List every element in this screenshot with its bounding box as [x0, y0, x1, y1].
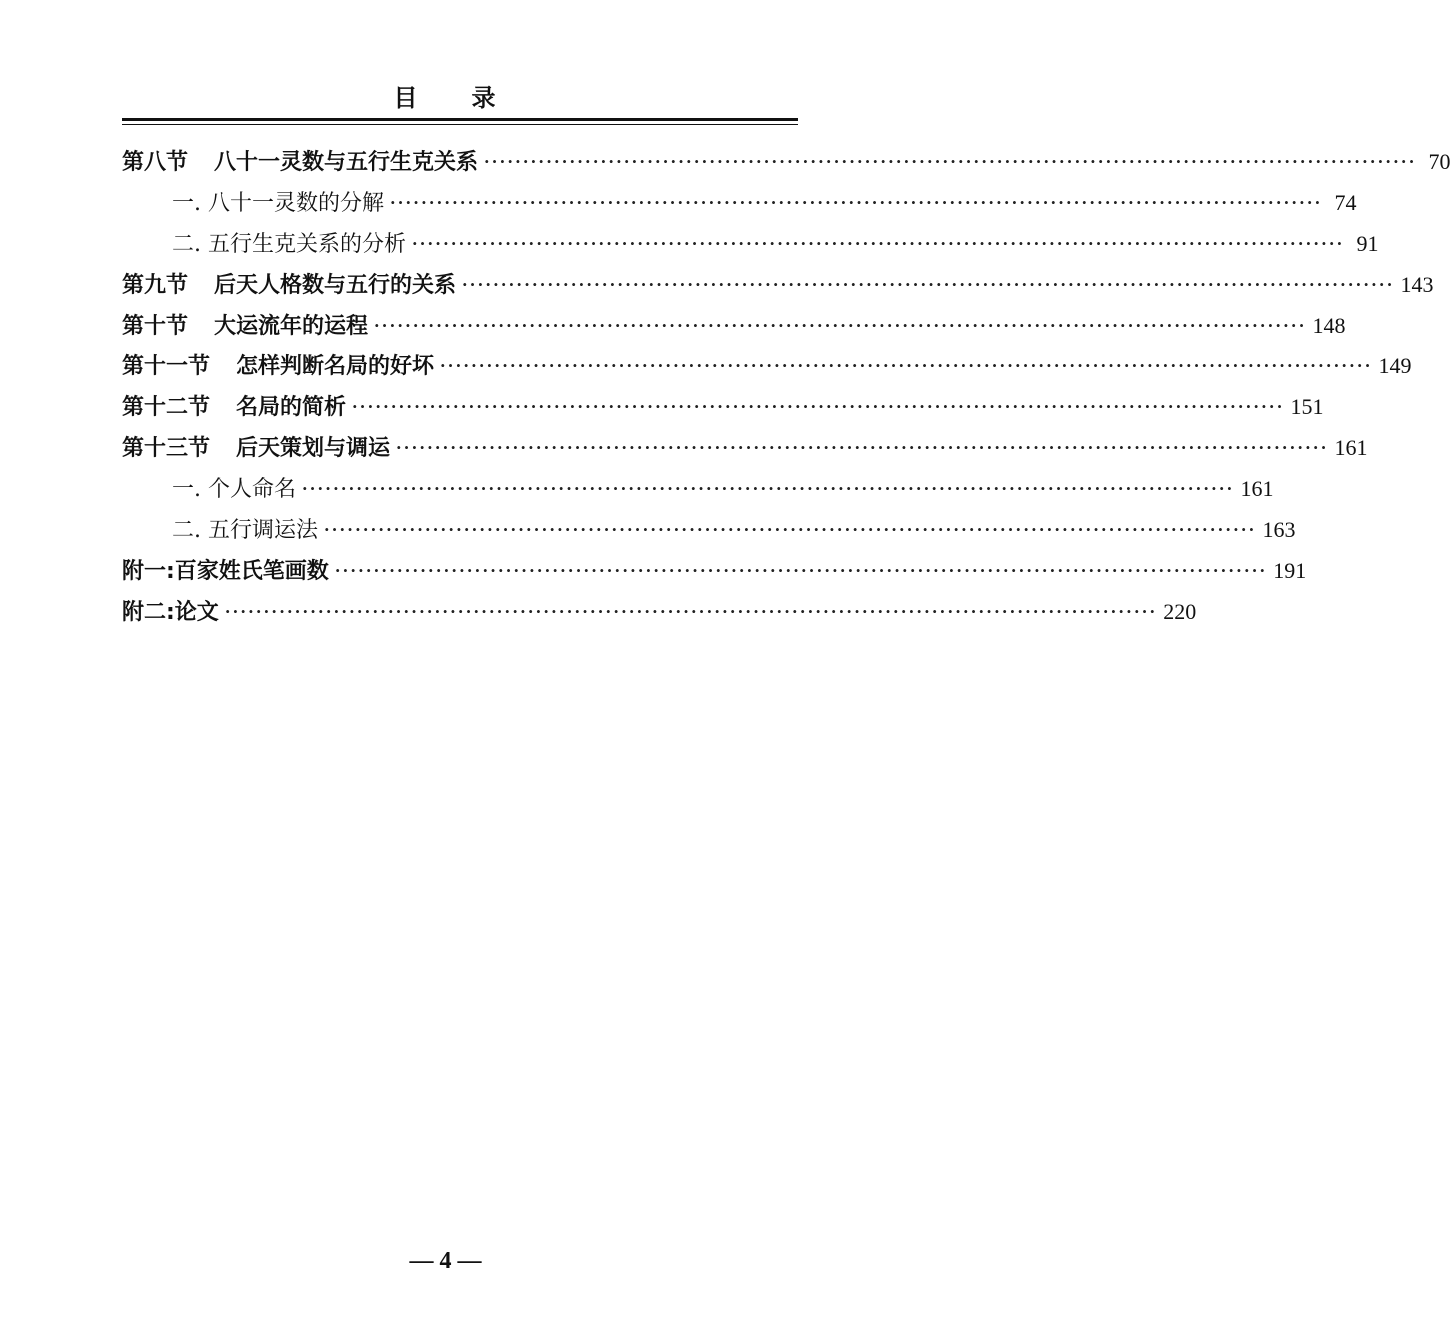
- toc-entry-title: 二. 五行生克关系的分析: [172, 231, 406, 257]
- toc-entry-label: [122, 347, 434, 388]
- toc-dot-leader: ························································································································: [390, 192, 1323, 212]
- toc-entry[interactable]: [122, 224, 1379, 265]
- page-header-title: [0, 78, 891, 113]
- toc-dot-leader: ························································································································: [324, 520, 1257, 540]
- toc-entry-page-number: 70: [1428, 149, 1450, 174]
- toc-entry-title: 二. 五行调运法: [172, 518, 318, 544]
- header-rule-thick: [122, 118, 798, 121]
- toc-entry-page-number: 151: [1290, 394, 1324, 420]
- toc-entry[interactable]: [122, 510, 1296, 551]
- toc-entry[interactable]: [122, 142, 1450, 183]
- toc-entry-section: 第十三节: [122, 436, 211, 462]
- toc-entry[interactable]: [122, 306, 1346, 347]
- toc-entry-page-number: 161: [1334, 435, 1368, 461]
- toc-entry-label: [122, 593, 219, 634]
- table-of-contents: [122, 142, 1450, 633]
- toc-entry-title: 附二:论文: [122, 599, 219, 625]
- toc-entry-section: 第八节: [122, 150, 189, 175]
- toc-dot-leader: ························································································································: [484, 152, 1417, 171]
- toc-entry-label: [172, 184, 384, 225]
- toc-dot-leader: ························································································································: [374, 315, 1307, 335]
- toc-dot-leader: ························································································································: [440, 356, 1373, 376]
- toc-entry-label: [172, 470, 296, 511]
- toc-dot-leader: ························································································································: [334, 560, 1268, 580]
- toc-entry-section: 第十一节: [122, 354, 211, 380]
- toc-entry[interactable]: [122, 346, 1412, 387]
- toc-entry-section: 第十二节: [122, 395, 211, 421]
- toc-dot-leader: ························································································································: [412, 233, 1345, 253]
- page-number: — 4 —: [409, 1248, 482, 1274]
- toc-entry-label: [172, 225, 406, 266]
- toc-entry-label: [122, 307, 368, 348]
- toc-dot-leader: ························································································································: [352, 397, 1285, 417]
- toc-entry-section: 第十节: [122, 313, 189, 339]
- toc-dot-leader: ························································································································: [302, 479, 1235, 499]
- toc-entry[interactable]: [122, 265, 1434, 306]
- toc-entry-title: 名局的简析: [236, 395, 347, 421]
- toc-entry[interactable]: [122, 551, 1307, 592]
- toc-entry[interactable]: [122, 428, 1368, 469]
- toc-entry-label: [122, 388, 346, 429]
- toc-entry[interactable]: [122, 592, 1197, 633]
- toc-entry-label: [122, 429, 390, 470]
- toc-entry-title: 一. 个人命名: [172, 477, 296, 503]
- toc-entry-page-number: 74: [1334, 189, 1357, 215]
- toc-entry-page-number: 191: [1273, 557, 1307, 583]
- toc-entry-page-number: 163: [1262, 517, 1296, 543]
- toc-entry-title: 后天策划与调运: [236, 436, 391, 462]
- toc-entry-label: [122, 143, 478, 184]
- toc-entry-label: [172, 511, 318, 552]
- toc-entry-title: 一. 八十一灵数的分解: [172, 190, 384, 216]
- toc-entry-label: [122, 552, 329, 593]
- header-rule-thin: [122, 124, 798, 125]
- toc-entry-page-number: 91: [1356, 230, 1379, 256]
- toc-entry-title: 怎样判断名局的好坏: [236, 354, 435, 380]
- toc-entry-title: 八十一灵数与五行生克关系: [214, 150, 479, 175]
- header-title-right: 录: [471, 84, 498, 112]
- toc-dot-leader: ························································································································: [396, 438, 1329, 458]
- toc-entry-page-number: 143: [1400, 271, 1434, 297]
- toc-entry-page-number: 149: [1378, 353, 1412, 379]
- toc-dot-leader: ························································································································: [224, 601, 1158, 621]
- toc-entry-section: 第九节: [122, 272, 189, 298]
- toc-entry-label: [122, 266, 456, 307]
- toc-entry-title: 附一:百家姓氏笔画数: [122, 558, 329, 584]
- toc-entry-page-number: 148: [1312, 312, 1346, 338]
- toc-entry[interactable]: [122, 387, 1324, 428]
- toc-entry-page-number: 161: [1240, 476, 1274, 502]
- header-title-left: 目: [393, 84, 420, 112]
- toc-entry-title: 大运流年的运程: [214, 313, 369, 339]
- toc-entry-title: 后天人格数与五行的关系: [214, 272, 457, 298]
- toc-entry[interactable]: [122, 183, 1357, 224]
- toc-dot-leader: ························································································································: [462, 274, 1395, 294]
- toc-entry[interactable]: [122, 469, 1274, 510]
- toc-entry-page-number: 220: [1163, 598, 1197, 624]
